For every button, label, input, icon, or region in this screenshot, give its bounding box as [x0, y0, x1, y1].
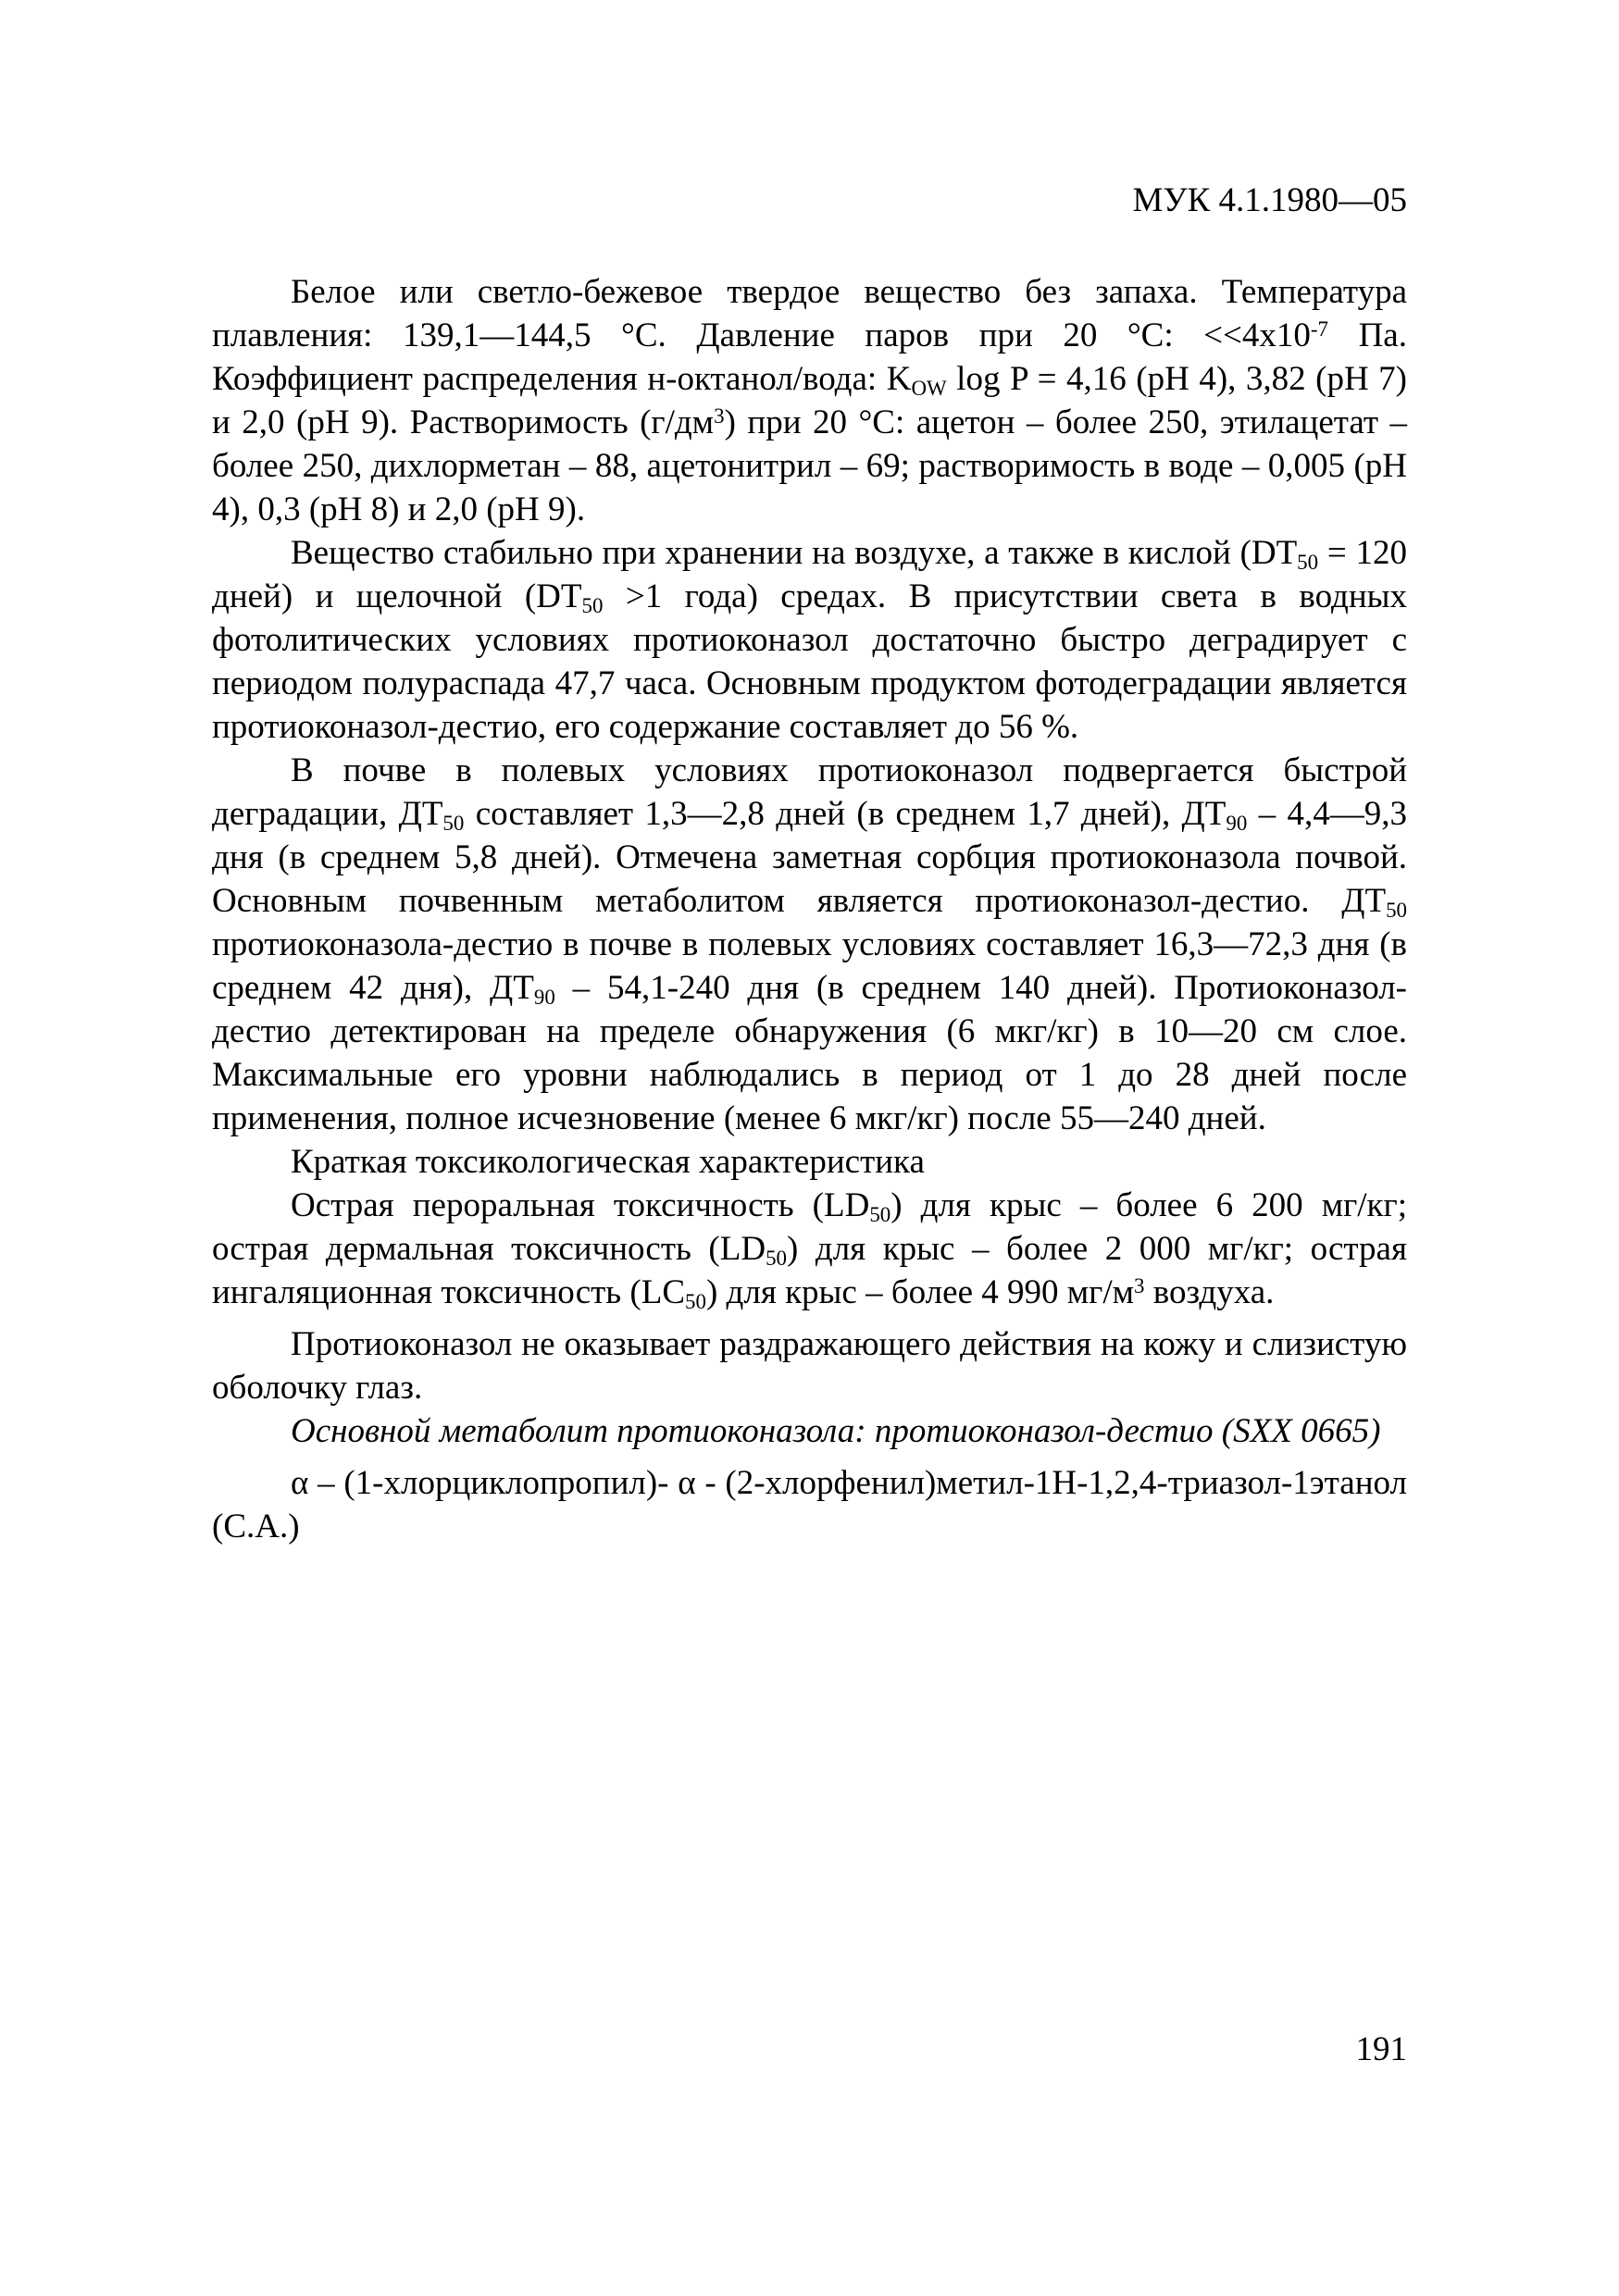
physical-properties-paragraph: Белое или светло-бежевое твердое вещество без запаха. Температура плавления: 139,1—144,5 °С. Давление паров при 20 °С: $<<4x10^{-7}$ Па. Коэффициент распределения н-октанол/вода: $K_{OW}$ log P = 4,16 (pH 4), 3,82 (pH 7) и 2,0 (pH 9). Растворимость $(г/дм^3)$ при 20 °С: ацетон – более 250, этилацетат – более 250, дихлорметан – 88, ацетонитрил – 69; растворимость в воде – 0,005 (pH 4), 0,3 (pH 8) и 2,0 (pH 9). — [212, 273, 1408, 528]
chemical-name-paragraph: α – (1-хлорциклопропил)- α - (2-хлорфенил)метил-1Н-1,2,4-триазол-1этанол (С.А.) — [212, 1464, 1407, 1545]
irritation-paragraph: Протиоконазол не оказывает раздражающего действия на кожу и слизистую оболочку глаз. — [212, 1325, 1407, 1407]
metabolite-heading: Основной метаболит протиоконазола: протиоконазол-дестио (SXX 0665) — [291, 1412, 1381, 1450]
soil-degradation-paragraph: В почве в полевых условиях протиоконазол подвергается быстрой деградации, $ДТ_{50}$ составляет 1,3—2,8 дней (в среднем 1,7 дней), $ДТ_{90}$ – 4,4—9,3 дня (в среднем 5,8 дней). Отмечена заметная сорбция протиоконазола почвой. Основным почвенным метаболитом является протиоконазол-дестио. $ДТ_{50}$ протиоконазола-дестио в почве в полевых условиях составляет 16,3—72,3 дня (в среднем 42 дня), $ДТ_{90} - 54,1-240$ дня (в среднем 140 дней). Протиоконазол-дестио детектирован на пределе обнаружения (6 мкг/кг) в 10—20 см слое. Максимальные его уровни наблюдались в период от 1 до 28 дней после применения, полное исчезновение (менее 6 мкг/кг) после 55—240 дней. — [212, 751, 1407, 1137]
document-code-header: МУК 4.1.1980—05 — [1132, 181, 1407, 219]
page-body — [212, 270, 1407, 1548]
page-number: 191 — [1355, 2030, 1407, 2068]
stability-paragraph: Вещество стабильно при хранении на воздухе, а также в кислой ($DT_{50} = 120$ дней) и щелочной ($DT_{50} >1$ года) средах. В присутствии света в водных фотолитических условиях протиоконазол достаточно быстро деградирует с периодом полураспада 47,7 часа. Основным продуктом фотодеградации является протиоконазол-дестио, его содержание составляет до 56 %. — [212, 534, 1407, 746]
toxicology-heading: Краткая токсикологическая характеристика — [291, 1143, 925, 1181]
acute-toxicity-paragraph: Острая пероральная токсичность $(LD_{50})$ для крыс – более 6 200 мг/кг; острая дермальная токсичность $(LD_{50})$ для крыс – более 2 000 мг/кг; острая ингаляционная токсичность $(LC_{50})$ для крыс – более 4 990 $мг/м^3$ воздуха. — [212, 1186, 1407, 1314]
